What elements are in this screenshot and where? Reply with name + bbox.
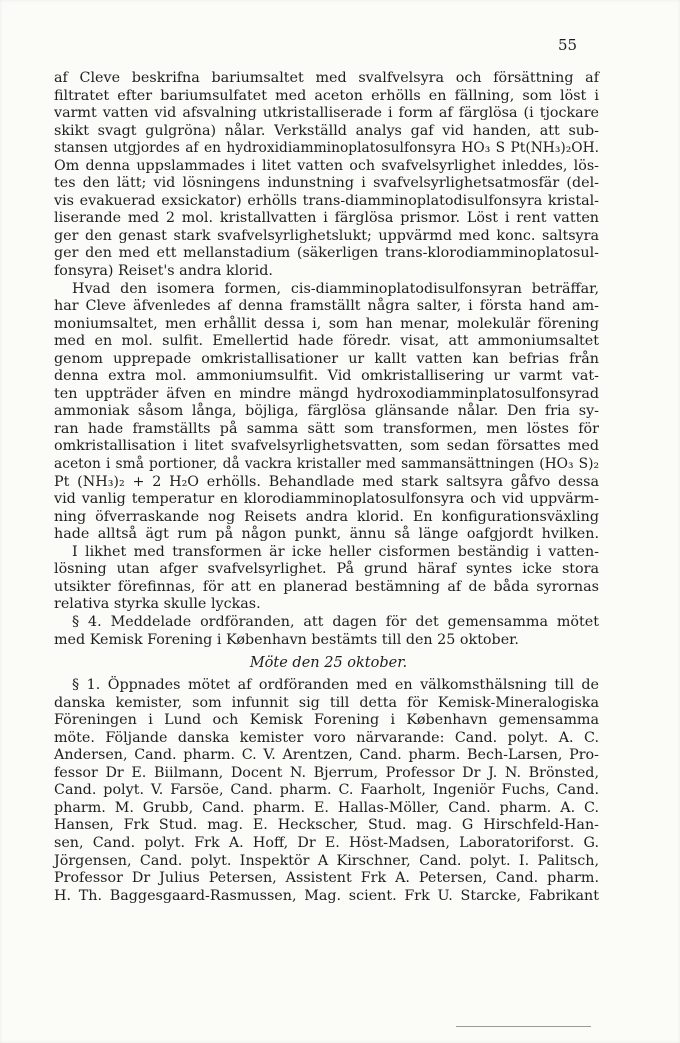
text-line: § 1. Öppnades mötet af ordföranden med en välkomsthälsning till de <box>72 677 599 694</box>
text-line: filtratet efter bariumsulfatet med aceton erhölls en fällning, som löst i <box>54 87 599 104</box>
text-line: sen, Cand. polyt. Frk A. Hoff, Dr E. Höst-Madsen, Laboratoriforst. G. <box>54 834 599 851</box>
text-line: relativa styrka skulle lyckas. <box>54 596 261 613</box>
text-line: Andersen, Cand. pharm. C. V. Arentzen, Cand. pharm. Bech-Larsen, Pro- <box>54 747 599 764</box>
text-line: Jörgensen, Cand. polyt. Inspektör A Kirschner, Cand. polyt. I. Palitsch, <box>54 852 599 869</box>
text-line: ran hade framställts på samma sätt som transformen, men löstes för <box>54 420 599 437</box>
text-line: aceton i små portioner, då vackra kristaller med sammansättningen (HO₃ S)₂ <box>54 456 599 473</box>
text-line: ammoniak såsom långa, böjliga, färglösa glänsande nålar. Den fria sy- <box>54 403 599 420</box>
text-line: vis evakuerad exsickator) erhölls trans-diamminoplatodisulfonsyra kristal- <box>54 192 599 209</box>
text-line: Pt (NH₃)₂ + 2 H₂O erhölls. Behandlade med stark saltsyra gåfvo dessa <box>54 473 599 490</box>
text-line: Om denna uppslammades i litet vatten och svafvelsyrlighet inleddes, lös- <box>54 157 599 174</box>
text-line: omkristallisation i litet svafvelsyrlighetsvatten, som sedan försattes med <box>54 438 599 455</box>
text-line: Föreningen i Lund och Kemisk Forening i København gemensamma <box>54 712 599 729</box>
text-line: med en mol. sulfit. Emellertid hade föredr. visat, att ammoniumsaltet <box>54 333 599 350</box>
text-line: ning öfverraskande nog Reisets andra klorid. En konfigurationsväxling <box>54 508 599 525</box>
text-line: lösning utan afger svafvelsyrlighet. På grund häraf syntes icke stora <box>54 561 599 578</box>
paragraph-3 <box>54 544 599 614</box>
text-line: ger den genast stark svafvelsyrlighetslukt; uppvärmd med konc. saltsyra <box>54 227 599 244</box>
paragraph-5 <box>54 677 599 905</box>
text-line: ger den med ett mellanstadium (säkerligen trans-klorodiamminoplatosul- <box>54 245 599 262</box>
section-heading: Möte den 25 oktober. <box>249 655 408 672</box>
text-line: I likhet med transformen är icke heller cisformen beständig i vatten- <box>72 543 599 560</box>
text-line: H. Th. Baggesgaard-Rasmussen, Mag. scient. Frk U. Starcke, Fabrikant <box>54 887 599 904</box>
text-line: har Cleve äfvenledes af denna framställt några salter, i första hand am- <box>54 298 599 315</box>
text-line: Hansen, Frk Stud. mag. E. Heckscher, Stud. mag. G Hirschfeld-Han- <box>54 817 599 834</box>
text-line: med Kemisk Forening i København bestämts till den 25 oktober. <box>54 631 519 648</box>
text-line: Hvad den isomera formen, cis-diamminoplatodisulfonsyran beträffar, <box>72 280 599 297</box>
text-line: denna extra mol. ammoniumsulfit. Vid omkristallisering ur varmt vat- <box>54 368 599 385</box>
text-line: Cand. polyt. V. Farsöe, Cand. pharm. C. Faarholt, Ingeniör Fuchs, Cand. <box>54 782 599 799</box>
text-line: Professor Dr Julius Petersen, Assistent Frk A. Petersen, Cand. pharm. <box>54 870 599 887</box>
paragraph-2 <box>54 281 599 544</box>
text-line: möte. Följande danska kemister voro närvarande: Cand. polyt. A. C. <box>54 729 599 746</box>
text-line: stansen utgjordes af en hydroxidiamminoplatosulfonsyra HO₃ S Pt(NH₃)₂OH. <box>54 140 599 157</box>
text-line: skikt svagt gulgröna) nålar. Verkställd analys gaf vid handen, att sub- <box>54 122 599 139</box>
text-line: fonsyra) Reiset's andra klorid. <box>54 263 273 280</box>
text-line: fessor Dr E. Biilmann, Docent N. Bjerrum, Professor Dr J. N. Brönsted, <box>54 764 599 781</box>
text-line: genom upprepade omkristallisationer ur kallt vatten kan befrias från <box>54 350 599 367</box>
text-line: § 4. Meddelade ordföranden, att dagen för det gemensamma mötet <box>72 613 599 630</box>
text-line: af Cleve beskrifna bariumsaltet med svalfvelsyra och försättning af <box>54 70 599 86</box>
text-line: varmt vatten vid afsvalning utkristalliserade i form af färglösa (i tjockare <box>54 105 599 122</box>
text-line: ten uppträder äfven en mindre mängd hydroxodiamminplatosulfonsyrad <box>54 385 599 402</box>
paragraph-4 <box>54 614 599 649</box>
text-line: hade alltså ägt rum på någon punkt, ännu så länge oafgjordt hvilken. <box>54 526 599 543</box>
page-number: 55 <box>558 36 578 54</box>
text-line: danska kemister, som infunnit sig till detta för Kemisk-Mineralogiska <box>54 694 599 711</box>
text-line: vid vanlig temperatur en klorodiamminoplatosulfonsyra och vid uppvärm- <box>54 491 599 508</box>
text-line: liserande med 2 mol. kristallvatten i färglösa prismor. Löst i rent vatten <box>54 210 599 227</box>
body-text <box>54 70 599 905</box>
text-line: utsikter förefinnas, för att en planerad bestämning af de båda syrornas <box>54 578 599 595</box>
bottom-rule <box>456 1026 591 1027</box>
text-line: pharm. M. Grubb, Cand. pharm. E. Hallas-Möller, Cand. pharm. A. C. <box>54 799 599 816</box>
text-line: tes den lätt; vid lösningens indunstning i svafvelsyrlighetsatmosfär (del- <box>54 175 599 192</box>
text-line: moniumsaltet, men erhållit dessa i, som han menar, molekulär förening <box>54 315 599 332</box>
paragraph-1 <box>54 70 599 281</box>
